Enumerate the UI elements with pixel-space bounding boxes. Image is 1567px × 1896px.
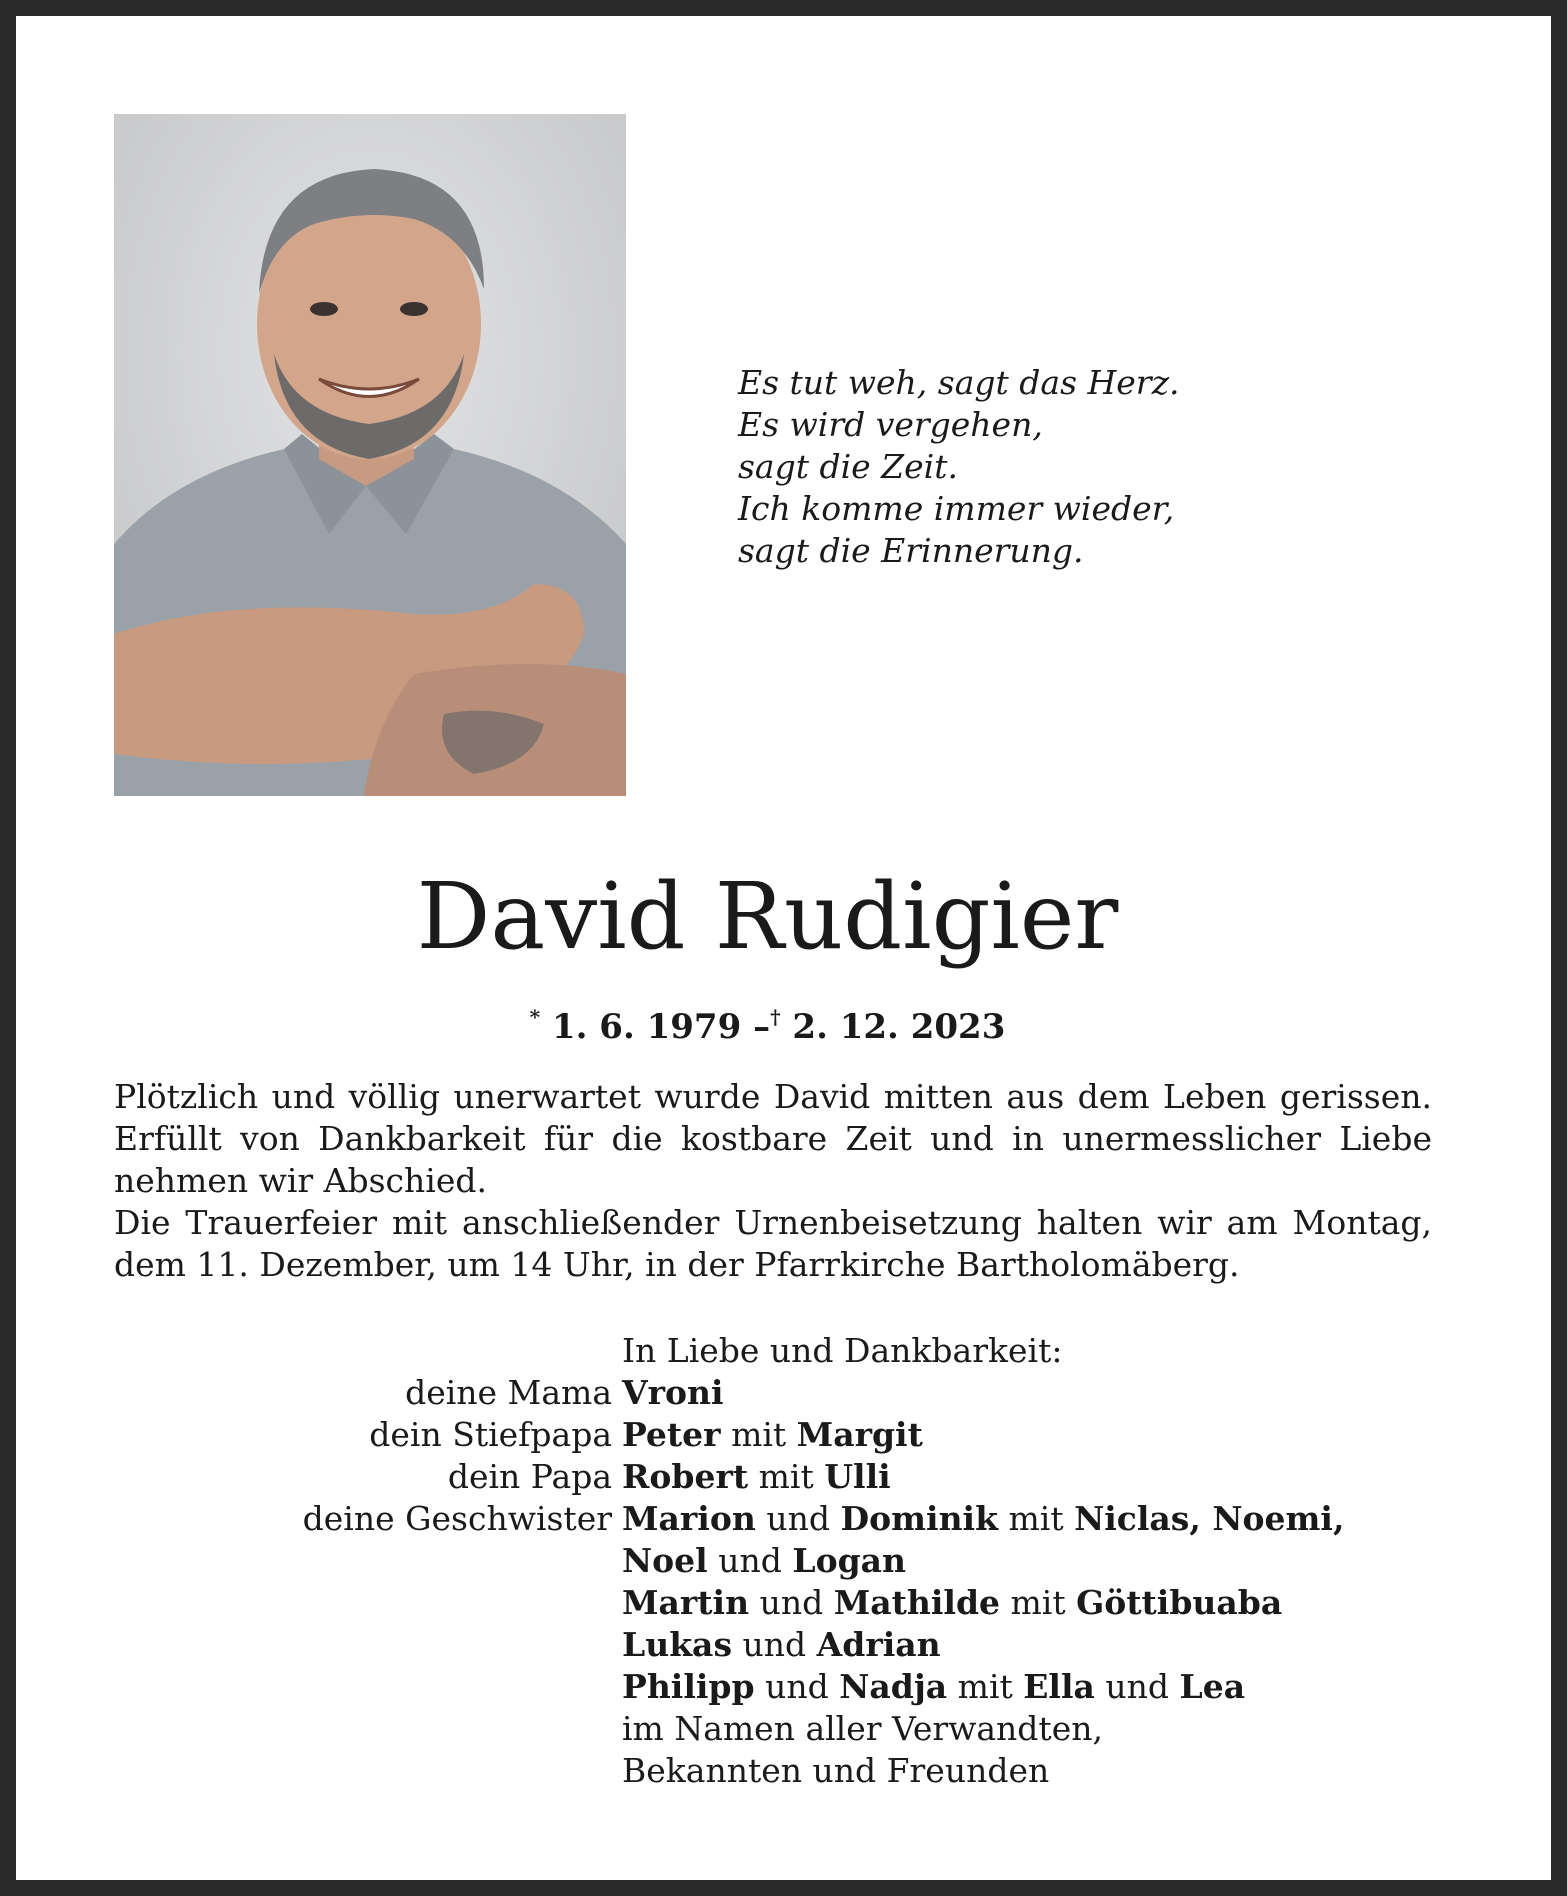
poem-line: Es wird vergehen,: [738, 405, 1043, 444]
relation-label: deine Mama: [405, 1373, 612, 1412]
text-line: Die Trauerfeier mit anschließender Urnenbeisetzung halten wir am Montag,: [114, 1203, 1432, 1242]
text-line: Plötzlich und völlig unerwartet wurde David mitten aus dem Leben gerissen.: [114, 1077, 1432, 1116]
person-name: Niclas, Noemi,: [1074, 1499, 1345, 1538]
text-line: nehmen wir Abschied.: [114, 1161, 487, 1200]
relation-names: [622, 1498, 1344, 1540]
connector: und: [1105, 1667, 1170, 1706]
person-name: Göttibuaba: [1076, 1583, 1283, 1622]
person-name: Robert: [622, 1457, 749, 1496]
family-row: [0, 1624, 1535, 1666]
family-row: [0, 1498, 1535, 1540]
connector: und: [742, 1625, 807, 1664]
person-name: Adrian: [816, 1625, 941, 1664]
relation-names: [622, 1456, 891, 1498]
person-name: Philipp: [622, 1667, 755, 1706]
family-row: [0, 1540, 1535, 1582]
person-name: Margit: [796, 1415, 923, 1454]
poem: [738, 362, 1179, 572]
family-row: [0, 1582, 1535, 1624]
person-name: Martin: [622, 1583, 750, 1622]
birth-date: 1. 6. 1979: [551, 1007, 742, 1047]
connector: mit: [1008, 1499, 1064, 1538]
connector: mit: [758, 1457, 814, 1496]
relation-names: [622, 1666, 1245, 1708]
portrait-photo: [114, 114, 626, 796]
family-row: [0, 1372, 1535, 1414]
connector: mit: [957, 1667, 1013, 1706]
family-row: [0, 1750, 1535, 1792]
relation-names: [622, 1624, 941, 1666]
family-list: [0, 1372, 1535, 1792]
family-row: [0, 1708, 1535, 1750]
closing-line: Bekannten und Freunden: [622, 1751, 1050, 1790]
relation-label: dein Stiefpapa: [369, 1415, 612, 1454]
deceased-name: David Rudigier: [416, 863, 1119, 970]
person-name: Noel: [622, 1541, 708, 1580]
connector: und: [766, 1499, 830, 1538]
poem-line: Ich komme immer wieder,: [738, 489, 1175, 528]
family-row: [0, 1666, 1535, 1708]
person-name: Dominik: [840, 1499, 998, 1538]
text-line: dem 11. Dezember, um 14 Uhr, in der Pfarrkirche Bartholomäberg.: [114, 1245, 1240, 1284]
death-mark: †: [770, 1005, 781, 1029]
relation-label: deine Geschwister: [302, 1499, 612, 1538]
connector: und: [759, 1583, 824, 1622]
family-row: [0, 1414, 1535, 1456]
announcement-text: [114, 1076, 1432, 1286]
death-date: 2. 12. 2023: [792, 1007, 1006, 1047]
relation-names: [622, 1414, 923, 1456]
person-name: Ulli: [824, 1457, 891, 1496]
date-dash: –: [753, 1007, 771, 1047]
person-name: Logan: [792, 1541, 907, 1580]
person-name: Nadja: [839, 1667, 948, 1706]
connector: und: [765, 1667, 829, 1706]
relation-label: dein Papa: [447, 1457, 612, 1496]
connector: mit: [731, 1415, 787, 1454]
person-name: Lukas: [622, 1625, 733, 1664]
person-name: Marion: [622, 1499, 756, 1538]
person-name: Mathilde: [833, 1583, 1001, 1622]
person-name: Peter: [622, 1415, 721, 1454]
person-name: Vroni: [622, 1373, 724, 1412]
poem-line: sagt die Erinnerung.: [738, 531, 1084, 570]
poem-line: Es tut weh, sagt das Herz.: [738, 363, 1180, 402]
text-line: Erfüllt von Dankbarkeit für die kostbare Zeit und in unermesslicher Liebe: [114, 1119, 1432, 1158]
connector: und: [718, 1541, 782, 1580]
signoff: In Liebe und Dankbarkeit:: [622, 1331, 1063, 1370]
person-name: Ella: [1023, 1667, 1095, 1706]
life-dates: [0, 995, 1551, 1049]
closing-line: im Namen aller Verwandten,: [622, 1709, 1103, 1748]
relation-names: [622, 1582, 1282, 1624]
family-row: [0, 1456, 1535, 1498]
connector: mit: [1010, 1583, 1066, 1622]
relation-names: [622, 1372, 724, 1414]
birth-mark: *: [529, 1005, 541, 1029]
person-name: Lea: [1179, 1667, 1246, 1706]
relation-names: [622, 1540, 906, 1582]
poem-line: sagt die Zeit.: [738, 447, 958, 486]
